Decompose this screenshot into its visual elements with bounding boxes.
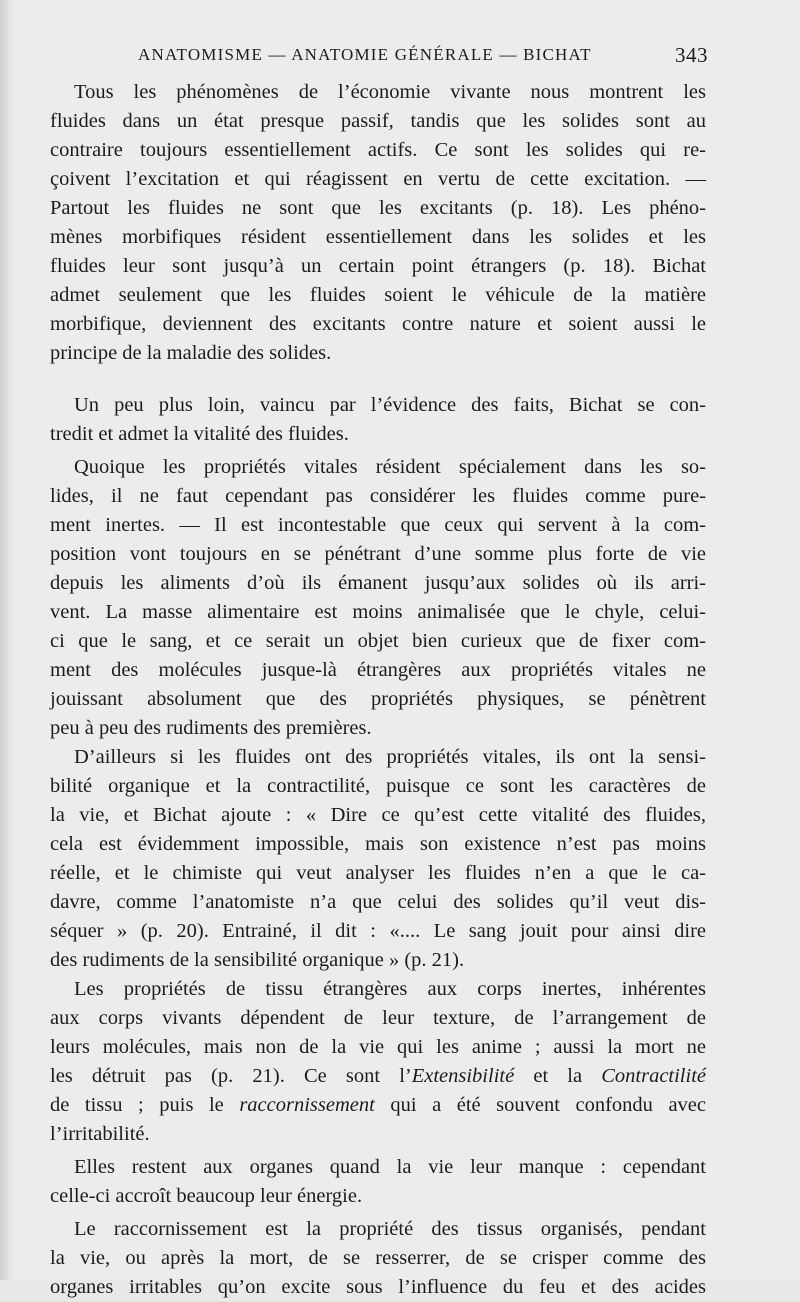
text-line: fluides leur sont jusqu’à un certain point étrangers (p. 18). Bichat: [50, 255, 706, 277]
text-line: ment inertes. — Il est incontestable que ceux qui servent à la com-: [50, 514, 706, 536]
text-line-mixed: [50, 1062, 706, 1091]
page-gutter-shadow: [0, 0, 14, 1280]
text-line: davre, comme l’anatomiste n’a que celui des solides qu’il veut dis-: [50, 891, 706, 913]
text-line: vent. La masse alimentaire est moins animalisée que le chyle, celui-: [50, 601, 706, 623]
text-line: Les propriétés de tissu étrangères aux corps inertes, inhérentes: [74, 978, 706, 1000]
body-text: [50, 78, 706, 1302]
running-head-title: ANATOMISME — ANATOMIE GÉNÉRALE — BICHAT: [138, 45, 592, 64]
text-line: Quoique les propriétés vitales résident spécialement dans les so-: [74, 456, 706, 478]
text-line: çoivent l’excitation et qui réagissent en vertu de cette excitation. —: [50, 168, 706, 190]
paragraph: [50, 391, 706, 449]
paragraph: [50, 975, 706, 1149]
text-line: celle-ci accroît beaucoup leur énergie.: [50, 1185, 363, 1207]
text-line: position vont toujours en se pénétrant d’une somme plus forte de vie: [50, 543, 706, 565]
text-line: l’irritabilité.: [50, 1123, 150, 1145]
text-line: bilité organique et la contractilité, puisque ce sont les caractères de: [50, 775, 706, 797]
paragraph: [50, 743, 706, 975]
text-line: des rudiments de la sensibilité organique » (p. 21).: [50, 949, 465, 971]
text-line-mixed: [50, 1091, 706, 1120]
running-head: [138, 40, 708, 70]
italic-term-extensibilite: Extensibilité: [411, 1065, 515, 1087]
text-line: admet seulement que les fluides soient le véhicule de la matière: [50, 284, 706, 306]
text-line: la vie, ou après la mort, de se resserrer, de se crisper comme des: [50, 1247, 706, 1269]
text-line: cela est évidemment impossible, mais son existence n’est pas moins: [50, 833, 706, 855]
text-line: Tous les phénomènes de l’économie vivante nous montrent les: [74, 81, 706, 103]
text-line: fluides dans un état presque passif, tandis que les solides sont au: [50, 110, 706, 132]
text-line: D’ailleurs si les fluides ont des propriétés vitales, ils ont la sensi-: [74, 746, 706, 768]
page-number: 343: [675, 42, 708, 67]
text-line: réelle, et le chimiste qui veut analyser les fluides n’en a que le ca-: [50, 862, 706, 884]
paragraph: [50, 453, 706, 743]
text-run: qui a été souvent confondu avec: [374, 1094, 706, 1116]
text-line: aux corps vivants dépendent de leur texture, de l’arrangement de: [50, 1007, 706, 1029]
text-line: leurs molécules, mais non de la vie qui les anime ; aussi la mort ne: [50, 1036, 706, 1058]
paragraph: [50, 78, 706, 368]
text-line: la vie, et Bichat ajoute : « Dire ce qu’est cette vitalité des fluides,: [50, 804, 706, 826]
text-run: les détruit pas (p. 21). Ce sont l’: [50, 1065, 412, 1087]
text-line: jouissant absolument que des propriétés physiques, se pénètrent: [50, 688, 706, 710]
text-line: contraire toujours essentiellement actifs. Ce sont les solides qui re-: [50, 139, 706, 161]
text-line: tredit et admet la vitalité des fluides.: [50, 423, 349, 445]
italic-term-raccornissement: raccornissement: [239, 1094, 375, 1116]
text-line: Elles restent aux organes quand la vie leur manque : cependant: [74, 1156, 706, 1178]
text-run: et la: [514, 1065, 602, 1087]
text-line: principe de la maladie des solides.: [50, 342, 332, 364]
text-line: ci que le sang, et ce serait un objet bien curieux que de fixer com-: [50, 630, 706, 652]
italic-term-contractilite: Contractilité: [601, 1065, 706, 1087]
text-line: morbifique, deviennent des excitants contre nature et soient aussi le: [50, 313, 706, 335]
text-line: organes irritables qu’on excite sous l’influence du feu et des acides: [50, 1276, 706, 1298]
text-line: séquer » (p. 20). Entrainé, il dit : «.... Le sang jouit pour ainsi dire: [50, 920, 706, 942]
text-line: depuis les aliments d’où ils émanent jusqu’aux solides où ils arri-: [50, 572, 706, 594]
text-run: de tissu ; puis le: [50, 1094, 240, 1116]
text-line: Un peu plus loin, vaincu par l’évidence des faits, Bichat se con-: [74, 394, 706, 416]
text-line: Partout les fluides ne sont que les excitants (p. 18). Les phéno-: [50, 197, 706, 219]
text-line: Le raccornissement est la propriété des tissus organisés, pendant: [74, 1218, 706, 1240]
text-line: lides, il ne faut cependant pas considérer les fluides comme pure-: [50, 485, 706, 507]
paragraph: [50, 1215, 706, 1302]
text-line: mènes morbifiques résident essentiellement dans les solides et les: [50, 226, 706, 248]
text-line: peu à peu des rudiments des premières.: [50, 717, 372, 739]
paragraph: [50, 1153, 706, 1211]
text-line: ment des molécules jusque-là étrangères aux propriétés vitales ne: [50, 659, 706, 681]
